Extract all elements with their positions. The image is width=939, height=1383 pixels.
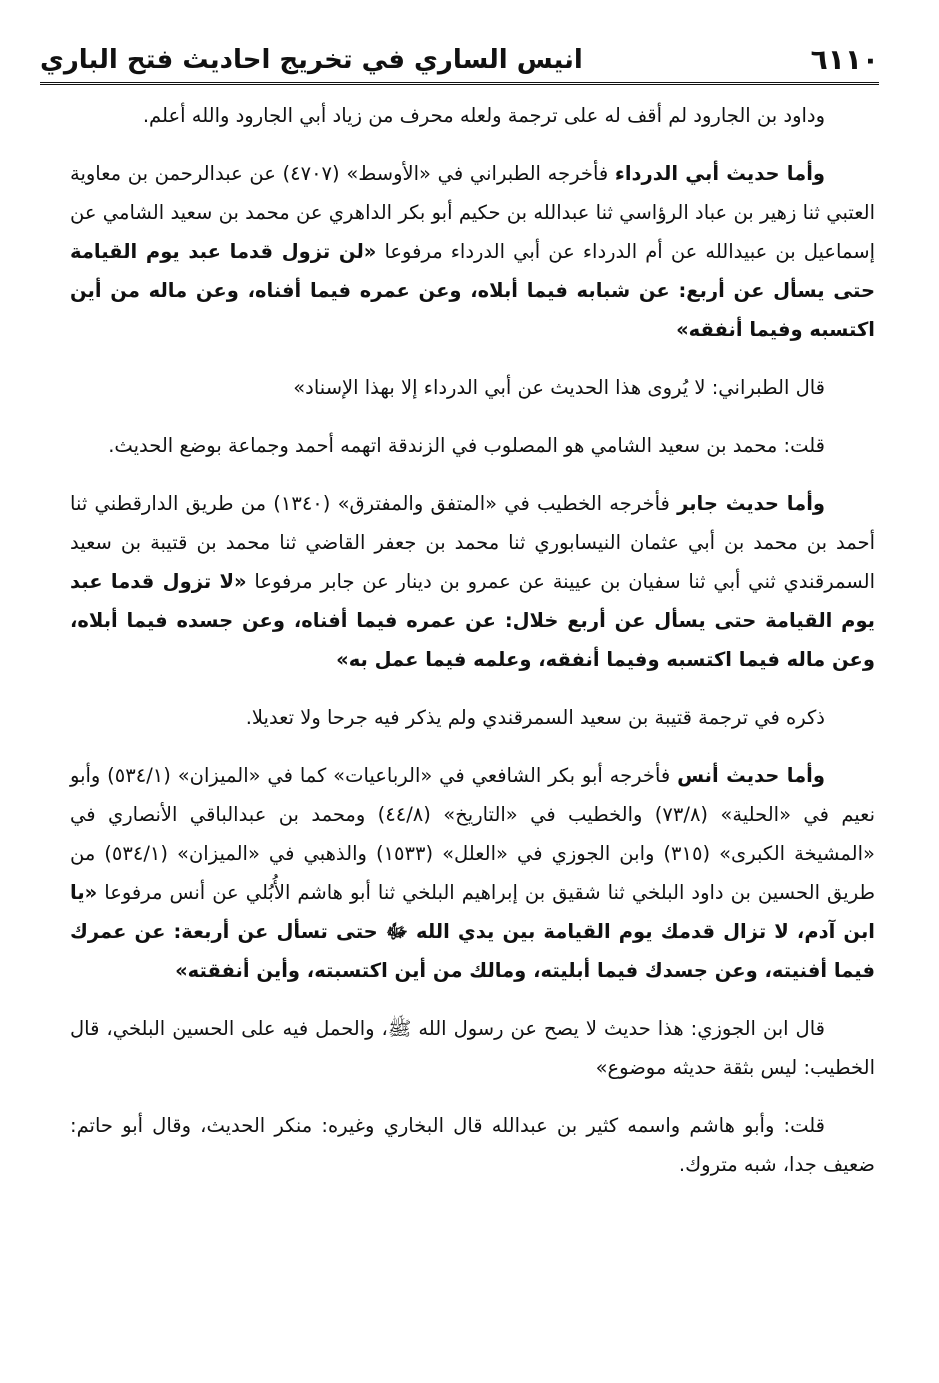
bold-text-segment: «يا ابن آدم، لا تزال قدمك يوم القيامة بين يدي الله ﷻ حتى تسأل عن أربعة: عن عمرك فيما أفنيته، وعن جسدك فيما أبليته، ومالك من أين اكتسبته، وأين أنفقته» [70, 881, 875, 982]
book-title: انيس الساري في تخريج احاديث فتح الباري [40, 45, 583, 75]
body-text [70, 96, 875, 1203]
text-segment: فأخرجه أبو بكر الشافعي في «الرباعيات» كما في «الميزان» (٥٣٤/١) وأبو نعيم في «الحلية» (٧٣/٨) والخطيب في «التاريخ» (٤٤/٨) ومحمد بن عبدالباقي الأنصاري في «المشيخة الكبرى» (٣١٥) وابن الجوزي في «العلل» (١٥٣٣) والذهبي في «الميزان» (٥٣٤/١) من طريق الحسين بن داود البلخي ثنا شقيق بن إبراهيم البلخي ثنا أبو هاشم الأُبُلي عن أنس مرفوعا [70, 764, 876, 904]
page-number: ٦١١٠ [810, 43, 879, 76]
bold-text-segment: «لن تزول قدما عبد يوم القيامة حتى يسأل عن أربع: عن شبابه فيما أبلاه، وعن عمره فيما أفناه، وعن ماله من أين اكتسبه وفيما أنفقه» [70, 240, 875, 341]
paragraph [70, 1106, 875, 1184]
paragraph [70, 698, 875, 737]
paragraph [70, 1009, 875, 1087]
paragraph [70, 154, 875, 349]
text-segment: فأخرجه الخطيب في «المتفق والمفترق» (١٣٤٠) من طريق الدارقطني ثنا أحمد بن محمد بن أبي عثمان النيسابوري ثنا محمد بن جعفر القاضي ثنا محمد بن قتيبة بن سعيد السمرقندي ثني أبي ثنا سفيان بن عيينة عن عمرو بن دينار عن جابر مرفوعا [70, 492, 875, 593]
bold-text-segment: «لا تزول قدما عبد يوم القيامة حتى يسأل عن أربع خلال: عن عمره فيما أفناه، وعن جسده فيما أبلاه، وعن ماله فيما اكتسبه وفيما أنفقه، وعلمه فيما عمل به» [70, 570, 875, 671]
bold-text-segment: وأما حديث جابر [677, 492, 825, 515]
text-segment: وداود بن الجارود لم أقف له على ترجمة ولعله محرف من زياد أبي الجارود والله أعلم. [142, 104, 825, 127]
running-header [40, 30, 879, 80]
paragraph [70, 368, 875, 407]
bold-text-segment: وأما حديث أبي الدرداء [614, 162, 825, 185]
text-segment: فأخرجه الطبراني في «الأوسط» (٤٧٠٧) عن عبدالرحمن بن معاوية العتبي ثنا زهير بن عباد الرؤاسي ثنا عبدالله بن حكيم أبو بكر الداهري عن محمد بن سعيد الشامي عن إسماعيل بن عبيدالله عن أم الدرداء عن أبي الدرداء مرفوعا [70, 162, 875, 263]
text-segment: قال الطبراني: لا يُروى هذا الحديث عن أبي الدرداء إلا بهذا الإسناد» [293, 376, 825, 399]
text-segment: قلت: محمد بن سعيد الشامي هو المصلوب في الزندقة اتهمه أحمد وجماعة بوضع الحديث. [108, 434, 825, 457]
paragraph [70, 756, 875, 990]
header-divider [40, 82, 879, 85]
paragraph [70, 484, 875, 679]
text-segment: ذكره في ترجمة قتيبة بن سعيد السمرقندي ولم يذكر فيه جرحا ولا تعديلا. [245, 706, 825, 729]
text-segment: قال ابن الجوزي: هذا حديث لا يصح عن رسول الله ﷺ، والحمل فيه على الحسين البلخي، قال الخطيب: ليس بثقة حديثه موضوع» [70, 1017, 875, 1079]
text-segment: قلت: وأبو هاشم واسمه كثير بن عبدالله قال البخاري وغيره: منكر الحديث، وقال أبو حاتم: ضعيف جدا، شبه متروك. [70, 1114, 875, 1176]
paragraph [70, 96, 875, 135]
bold-text-segment: وأما حديث أنس [677, 764, 825, 787]
paragraph [70, 426, 875, 465]
